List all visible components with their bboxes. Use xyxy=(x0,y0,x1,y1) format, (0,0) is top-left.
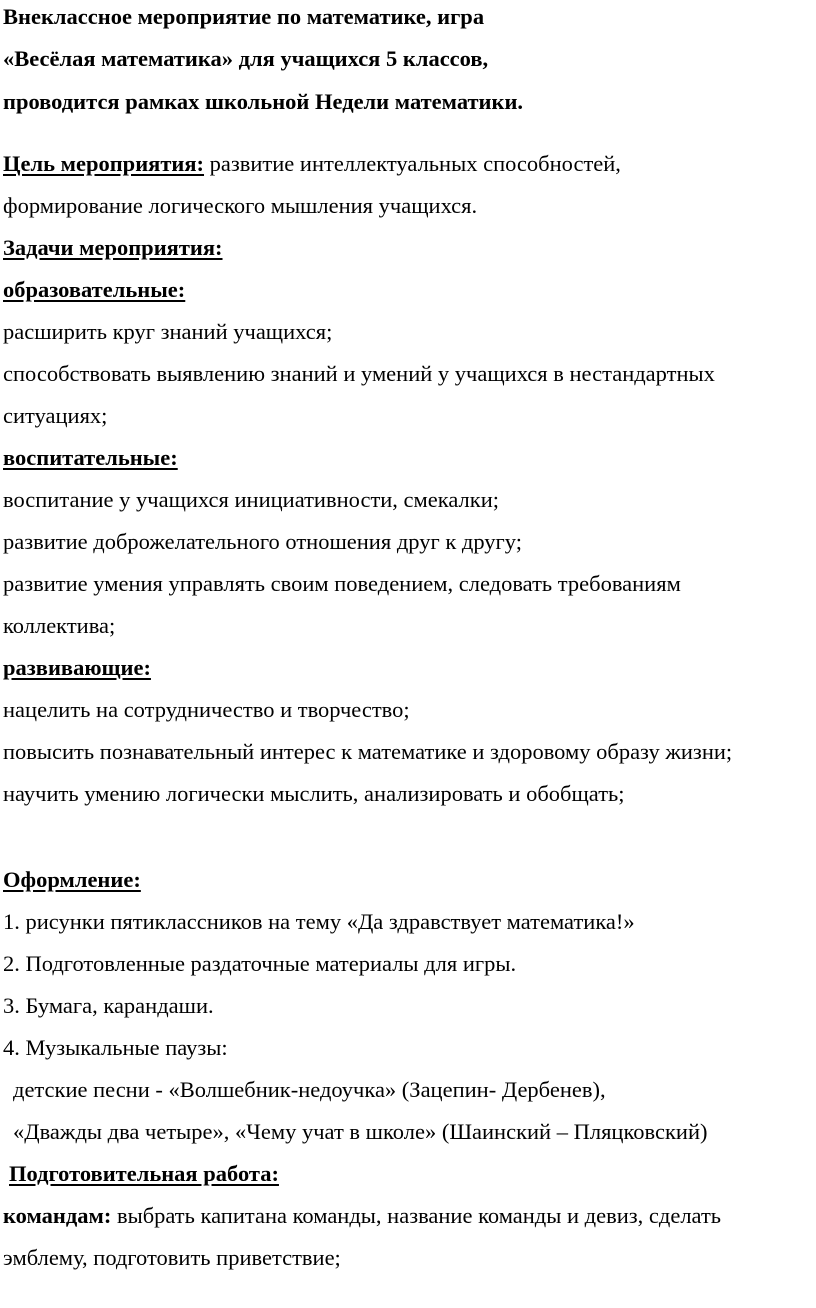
upbringing-item-1: воспитание у учащихся инициативности, смекалки; xyxy=(3,487,499,512)
design-item-3: 3. Бумага, карандаши. xyxy=(3,993,214,1018)
design-item-5: детские песни - «Волшебник-недоучка» (Зацепин- Дербенев), xyxy=(13,1077,606,1102)
upbringing-item-3: развитие умения управлять своим поведением, следовать требованиям xyxy=(3,571,681,596)
developing-item-1: нацелить на сотрудничество и творчество; xyxy=(3,697,410,722)
goal-label: Цель мероприятия: xyxy=(3,151,205,176)
design-item-2: 2. Подготовленные раздаточные материалы для игры. xyxy=(3,951,517,976)
design-item-4: 4. Музыкальные паузы: xyxy=(3,1035,228,1060)
design-item-6: «Дважды два четыре», «Чему учат в школе» (Шаинский – Пляцковский) xyxy=(13,1119,708,1144)
developing-item-3: научить умению логически мыслить, анализировать и обобщать; xyxy=(3,781,625,806)
prep-teams-line-1 xyxy=(3,1203,721,1229)
developing-heading: развивающие: xyxy=(3,655,151,680)
educational-item-3: ситуациях; xyxy=(3,403,108,428)
title-line-3: проводится рамках школьной Недели математики. xyxy=(3,89,524,114)
design-heading: Оформление: xyxy=(3,867,141,892)
goal-text-1: развитие интеллектуальных способностей, xyxy=(204,151,621,176)
upbringing-item-4: коллектива; xyxy=(3,613,116,638)
goal-line-1 xyxy=(3,151,621,177)
developing-item-2: повысить познавательный интерес к математике и здоровому образу жизни; xyxy=(3,739,733,764)
prep-teams-text-2: эмблему, подготовить приветствие; xyxy=(3,1245,341,1270)
goal-text-2: формирование логического мышления учащихся. xyxy=(3,193,478,218)
educational-item-1: расширить круг знаний учащихся; xyxy=(3,319,333,344)
prep-teams-label: командам: xyxy=(3,1203,112,1228)
upbringing-item-2: развитие доброжелательного отношения друг к другу; xyxy=(3,529,522,554)
educational-item-2: способствовать выявлению знаний и умений у учащихся в нестандартных xyxy=(3,361,715,386)
prep-teams-text-1: выбрать капитана команды, название команды и девиз, сделать xyxy=(111,1203,722,1228)
tasks-heading: Задачи мероприятия: xyxy=(3,235,223,260)
prep-heading: Подготовительная работа: xyxy=(9,1161,279,1186)
upbringing-heading: воспитательные: xyxy=(3,445,178,470)
title-line-1: Внеклассное мероприятие по математике, игра xyxy=(3,4,485,29)
title-line-2: «Весёлая математика» для учащихся 5 классов, xyxy=(3,46,489,71)
design-item-1: 1. рисунки пятиклассников на тему «Да здравствует математика!» xyxy=(3,909,635,934)
educational-heading: образовательные: xyxy=(3,277,186,302)
